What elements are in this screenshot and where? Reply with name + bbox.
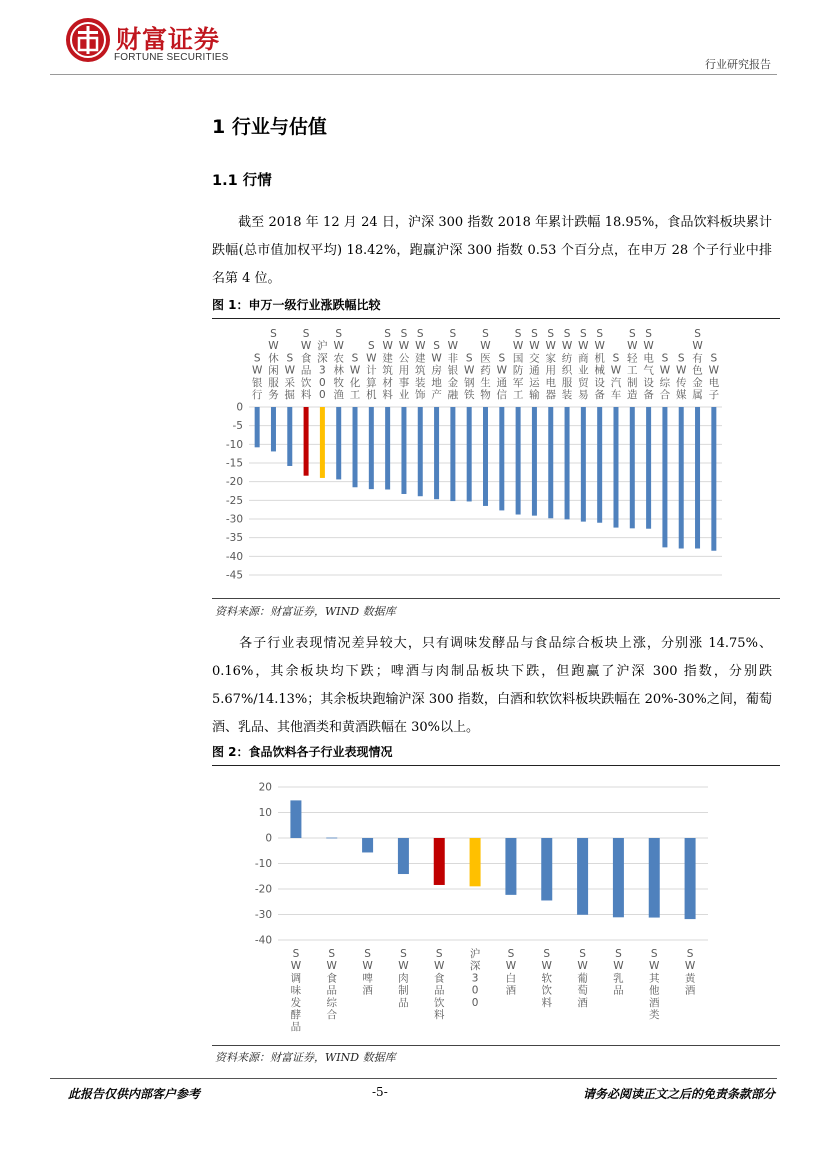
category-label: S W 采掘 xyxy=(284,352,296,401)
bar xyxy=(362,838,373,852)
market-summary-paragraph xyxy=(212,209,772,293)
category-label: 沪深 3 0 0 xyxy=(469,948,481,1009)
bar xyxy=(630,407,635,528)
category-label: S W 传媒 xyxy=(675,352,687,401)
y-tick-label: -40 xyxy=(225,550,243,563)
bar xyxy=(711,407,716,551)
category-label: S W 汽车 xyxy=(610,352,622,401)
fortune-emblem-icon xyxy=(64,16,112,64)
category-label: S W 纺织服装 xyxy=(561,328,573,401)
bar xyxy=(505,838,516,895)
y-tick-label: -5 xyxy=(232,420,243,433)
bar xyxy=(326,838,337,839)
y-tick-label: -30 xyxy=(225,513,243,526)
bar xyxy=(418,407,423,496)
bar xyxy=(541,838,552,900)
bar xyxy=(353,407,358,487)
y-tick-label: 0 xyxy=(265,832,272,845)
market-summary-text: 截至 2018 年 12 月 24 日，沪深 300 指数 2018 年累计跌幅 18.95%，食品饮料板块累计跌幅(总市值加权平均) 18.42%，跑赢沪深 300 指数 0.53 个百分点，在申万 28 个子行业中排名第 4 位。 xyxy=(212,215,772,286)
bar xyxy=(597,407,602,523)
figure2-top-rule xyxy=(212,765,780,766)
bar xyxy=(649,838,660,918)
category-label: S W 乳品 xyxy=(613,948,624,997)
category-label: S W 房地产 xyxy=(431,340,442,401)
y-tick-label: -10 xyxy=(254,858,272,870)
bar xyxy=(499,407,504,510)
bar xyxy=(398,838,409,874)
category-label: S W 化工 xyxy=(349,352,361,401)
category-label: S W 钢铁 xyxy=(463,352,475,401)
y-tick-label: -25 xyxy=(225,494,243,507)
category-label: S W 医药生物 xyxy=(480,328,491,401)
y-tick-label: 20 xyxy=(258,781,272,794)
y-tick-label: -20 xyxy=(254,883,272,896)
footer-divider xyxy=(50,1078,777,1079)
y-tick-label: -15 xyxy=(225,457,243,470)
subsection-heading: 1.1 行情 xyxy=(212,173,272,189)
bar xyxy=(646,407,651,529)
bar xyxy=(613,407,618,528)
category-label: S W 食品饮料 xyxy=(434,948,445,1021)
category-label: S W 其他酒类 xyxy=(649,948,660,1021)
category-label: S W 啤酒 xyxy=(362,948,373,997)
bar xyxy=(581,407,586,522)
category-label: S W 公用事业 xyxy=(398,328,410,401)
bar xyxy=(548,407,553,518)
y-tick-label: 0 xyxy=(236,401,243,414)
bar xyxy=(695,407,700,548)
category-label: S W 休闲服务 xyxy=(268,328,279,401)
bar xyxy=(320,407,325,478)
section-heading: 1 行业与估值 xyxy=(212,116,327,138)
bar xyxy=(565,407,570,519)
figure2-bottom-rule xyxy=(212,1045,780,1046)
y-tick-label: -30 xyxy=(254,909,272,921)
subsector-paragraph xyxy=(212,630,772,742)
y-tick-label: 10 xyxy=(258,807,272,819)
bar xyxy=(662,407,667,547)
figure1-bottom-rule xyxy=(212,598,780,599)
category-label: S W 肉制品 xyxy=(398,948,409,1009)
category-label: S W 银行 xyxy=(251,352,263,401)
subsector-returns-chart xyxy=(212,767,780,1043)
category-label: S W 有色金属 xyxy=(692,328,703,401)
bar xyxy=(532,407,537,516)
bar xyxy=(679,407,684,548)
subsector-text: 各子行业表现情况差异较大，只有调味发酵品与食品综合板块上涨，分别涨 14.75%、0.16%，其余板块均下跌；啤酒与肉制品板块下跌，但跑赢了沪深 300 指数，分别跌 5.67%/14.13%；其余板块跑输沪深 300 指数，白酒和软饮料板块跌幅在 20%-30%之间，葡萄酒、乳品、其他酒类和黄酒跌幅在 30%以上。 xyxy=(212,636,772,735)
bar xyxy=(434,407,439,499)
bar xyxy=(685,838,696,919)
bar xyxy=(401,407,406,494)
header-divider xyxy=(50,74,777,75)
footer-note: 此报告仅供内部客户参考 xyxy=(68,1087,201,1101)
bar xyxy=(304,407,309,476)
category-label: S W 调味发酵品 xyxy=(290,948,302,1034)
bar xyxy=(385,407,390,490)
bar xyxy=(369,407,374,489)
figure1-source: 资料来源：财富证券，WIND 数据库 xyxy=(215,605,396,618)
category-label: S W 机械设备 xyxy=(594,328,605,401)
bar xyxy=(467,407,472,501)
category-label: S W 电子 xyxy=(708,352,720,401)
y-tick-label: -20 xyxy=(225,476,243,489)
figure1-title: 图 1：申万一级行业涨跌幅比较 xyxy=(212,298,381,312)
category-label: S W 国防军工 xyxy=(512,328,524,401)
bar xyxy=(290,800,301,838)
bar xyxy=(450,407,455,501)
category-label: S W 建筑材料 xyxy=(382,328,393,401)
category-label: 沪深 3 0 0 xyxy=(317,340,328,401)
category-label: S W 食品饮料 xyxy=(300,328,312,401)
category-label: S W 计算机 xyxy=(366,340,377,401)
y-tick-label: -45 xyxy=(225,569,243,582)
category-label: S W 轻工制造 xyxy=(627,328,638,401)
category-label: S W 建筑装饰 xyxy=(415,328,426,401)
y-tick-label: -40 xyxy=(254,934,272,947)
brand-logo xyxy=(64,14,254,70)
category-label: S W 电气设备 xyxy=(643,328,654,401)
bar xyxy=(434,838,445,885)
footer-disclaimer: 请务必阅读正文之后的免责条款部分 xyxy=(582,1087,775,1101)
bar xyxy=(577,838,588,915)
brand-name-cn: 财富证券 xyxy=(116,25,221,54)
figure2-source: 资料来源：财富证券，WIND 数据库 xyxy=(215,1051,396,1064)
category-label: S W 交通运输 xyxy=(529,328,540,401)
brand-name-en: FORTUNE SECURITIES xyxy=(114,52,229,63)
bar xyxy=(483,407,488,506)
category-label: S W 家用电器 xyxy=(545,328,556,401)
category-label: S W 黄酒 xyxy=(684,948,696,997)
category-label: S W 白酒 xyxy=(505,948,517,997)
y-tick-label: -10 xyxy=(225,438,243,451)
y-tick-label: -35 xyxy=(225,532,243,545)
category-label: S W 食品综合 xyxy=(326,948,337,1021)
category-label: S W 农林牧渔 xyxy=(333,328,344,401)
category-label: S W 商业贸易 xyxy=(578,328,589,401)
industry-returns-chart xyxy=(212,320,780,596)
figure1-top-rule xyxy=(212,318,780,319)
category-label: S W 软饮料 xyxy=(541,948,552,1009)
category-label: S W 葡萄酒 xyxy=(577,948,588,1009)
bar xyxy=(287,407,292,466)
category-label: S W 非银金融 xyxy=(447,328,459,401)
bar xyxy=(470,838,481,886)
page-number: -5- xyxy=(372,1085,388,1099)
bar xyxy=(516,407,521,515)
figure2-title: 图 2：食品饮料各子行业表现情况 xyxy=(212,745,393,759)
bar xyxy=(613,838,624,917)
bar xyxy=(271,407,276,451)
category-label: S W 通信 xyxy=(496,352,508,401)
report-type: 行业研究报告 xyxy=(705,58,771,71)
bar xyxy=(255,407,260,447)
bar xyxy=(336,407,341,479)
category-label: S W 综合 xyxy=(659,352,671,401)
